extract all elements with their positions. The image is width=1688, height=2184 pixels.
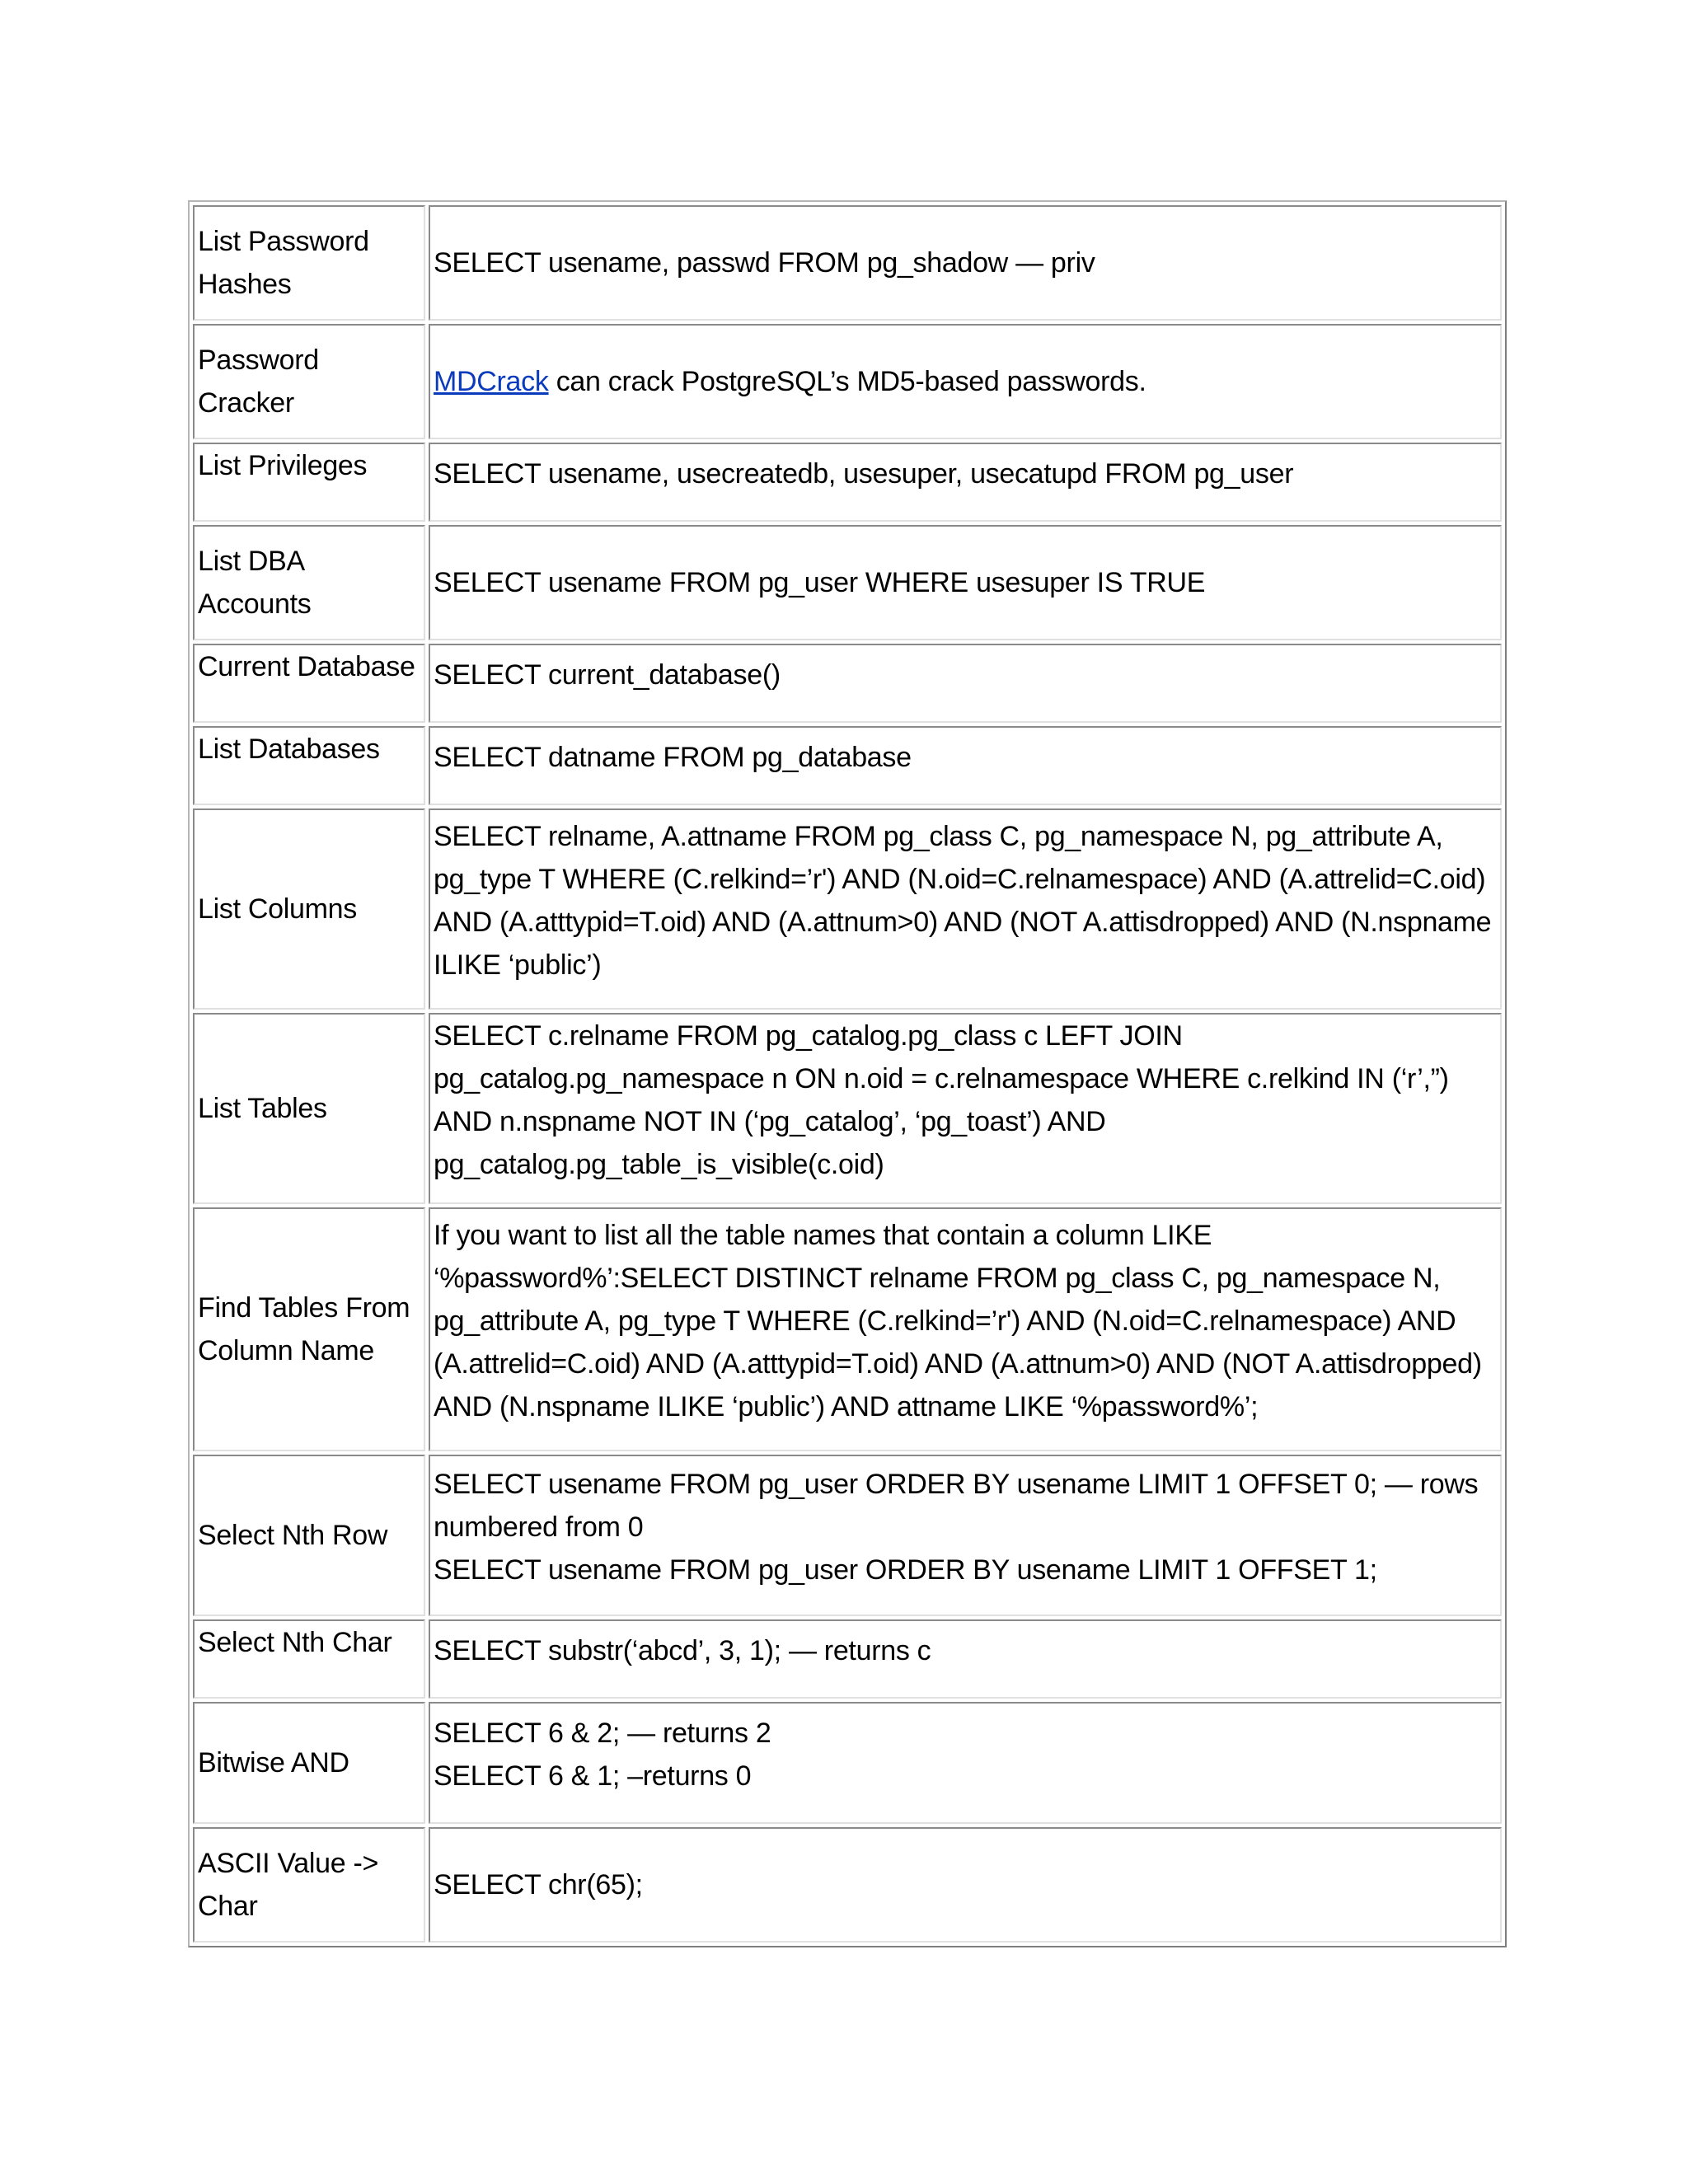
table-row bbox=[193, 1619, 1502, 1699]
row-value bbox=[429, 1619, 1502, 1699]
table-row bbox=[193, 644, 1502, 723]
row-value bbox=[429, 324, 1502, 439]
row-label: List Columns bbox=[193, 808, 425, 1010]
row-value bbox=[429, 1702, 1502, 1824]
table-row bbox=[193, 324, 1502, 439]
table-row bbox=[193, 1827, 1502, 1943]
row-value bbox=[429, 1827, 1502, 1943]
row-value bbox=[429, 644, 1502, 723]
value-line: SELECT 6 & 1; –returns 0 bbox=[434, 1760, 752, 1792]
row-label: Find Tables From Column Name bbox=[193, 1207, 425, 1451]
row-value bbox=[429, 808, 1502, 1010]
table-row bbox=[193, 1207, 1502, 1451]
row-value bbox=[429, 1207, 1502, 1451]
row-value bbox=[429, 726, 1502, 805]
value-line: If you want to list all the table names that contain a column LIKE ‘%password%’:SELECT DISTINCT relname FROM pg_class C, pg_namespace N, pg_attribute A, pg_type T WHERE (C.relkind=’r') AND (N.oid=C.relnamespace) AND (A.attrelid=C.oid) AND (A.atttypid=T.oid) AND (A.attnum>0) AND (NOT A.attisdropped) AND (N.nspname ILIKE ‘public’) AND attname LIKE ‘%password%’; bbox=[434, 1220, 1482, 1422]
table-row bbox=[193, 1013, 1502, 1204]
table-row bbox=[193, 525, 1502, 640]
mdcrack-link[interactable]: MDCrack bbox=[434, 366, 549, 397]
postgresql-cheat-sheet-table bbox=[188, 200, 1507, 1947]
value-line: SELECT 6 & 2; — returns 2 bbox=[434, 1718, 771, 1749]
row-value bbox=[429, 525, 1502, 640]
row-label: List Privileges bbox=[193, 443, 425, 522]
row-label: List DBA Accounts bbox=[193, 525, 425, 640]
value-line: SELECT current_database() bbox=[434, 659, 781, 691]
table-row bbox=[193, 808, 1502, 1010]
row-label: Current Database bbox=[193, 644, 425, 723]
value-line: SELECT usename FROM pg_user ORDER BY usename LIMIT 1 OFFSET 1; bbox=[434, 1554, 1377, 1586]
table-row bbox=[193, 443, 1502, 522]
table-row bbox=[193, 726, 1502, 805]
value-line: SELECT datname FROM pg_database bbox=[434, 742, 912, 773]
value-line: SELECT usename, passwd FROM pg_shadow — priv bbox=[434, 247, 1095, 279]
value-text: can crack PostgreSQL’s MD5-based passwords. bbox=[548, 366, 1146, 397]
table-row bbox=[193, 1455, 1502, 1616]
value-line bbox=[434, 360, 1497, 403]
value-line: SELECT substr(‘abcd’, 3, 1); — returns c bbox=[434, 1635, 931, 1666]
value-line: SELECT chr(65); bbox=[434, 1869, 643, 1900]
row-label: ASCII Value -> Char bbox=[193, 1827, 425, 1943]
row-label: Password Cracker bbox=[193, 324, 425, 439]
row-value bbox=[429, 443, 1502, 522]
row-label: Bitwise AND bbox=[193, 1702, 425, 1824]
row-value bbox=[429, 205, 1502, 321]
value-line: SELECT usename FROM pg_user ORDER BY usename LIMIT 1 OFFSET 0; — rows numbered from 0 bbox=[434, 1469, 1479, 1543]
table-row bbox=[193, 205, 1502, 321]
row-label: List Tables bbox=[193, 1013, 425, 1204]
value-line: SELECT usename FROM pg_user WHERE usesuper IS TRUE bbox=[434, 567, 1206, 598]
row-value bbox=[429, 1455, 1502, 1616]
value-line: SELECT c.relname FROM pg_catalog.pg_class c LEFT JOIN pg_catalog.pg_namespace n ON n.oid = c.relnamespace WHERE c.relkind IN (‘r’,”) AND n.nspname NOT IN (‘pg_catalog’, ‘pg_toast’) AND pg_catalog.pg_table_is_visible(c.oid) bbox=[434, 1020, 1449, 1180]
value-line: SELECT relname, A.attname FROM pg_class C, pg_namespace N, pg_attribute A, pg_type T WHERE (C.relkind=’r') AND (N.oid=C.relnamespace) AND (A.attrelid=C.oid) AND (A.atttypid=T.oid) AND (A.attnum>0) AND (NOT A.attisdropped) AND (N.nspname ILIKE ‘public’) bbox=[434, 821, 1492, 981]
value-line: SELECT usename, usecreatedb, usesuper, usecatupd FROM pg_user bbox=[434, 458, 1294, 490]
row-label: Select Nth Char bbox=[193, 1619, 425, 1699]
row-label: Select Nth Row bbox=[193, 1455, 425, 1616]
row-label: List Databases bbox=[193, 726, 425, 805]
table-row bbox=[193, 1702, 1502, 1824]
row-value bbox=[429, 1013, 1502, 1204]
row-label: List Password Hashes bbox=[193, 205, 425, 321]
